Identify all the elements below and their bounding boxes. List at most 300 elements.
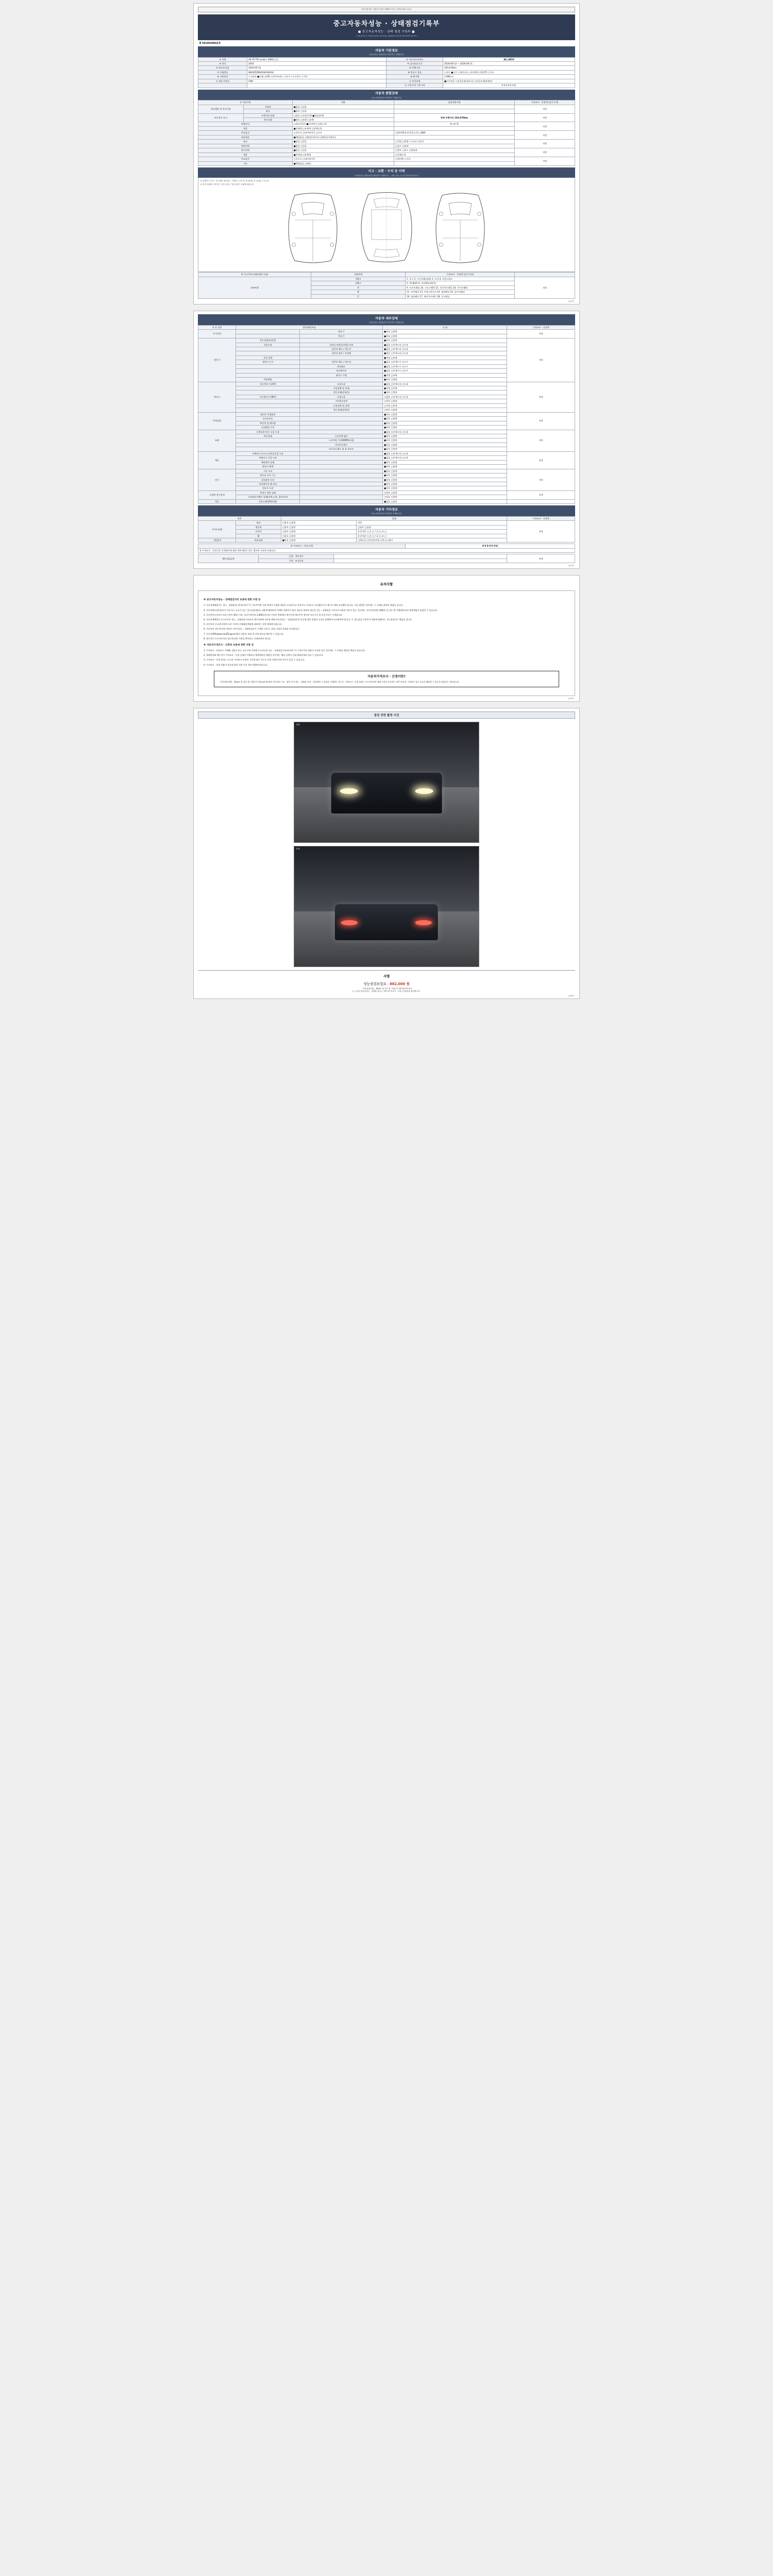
fee-amount: 882,000 원 [390, 981, 410, 986]
fee-row-value [334, 558, 507, 563]
detail-judge: 적정 [507, 412, 575, 430]
notice-list-2 [204, 649, 569, 667]
fee-row-value [334, 554, 507, 558]
col-head-price: 가격조사 · 산정액 [507, 325, 575, 329]
page-number-2: (2/4쪽) [568, 565, 574, 567]
photos-title: 점검 장면 촬영 사진 [198, 711, 575, 719]
price-note: ※ 가격조사 · 산정자료 상세항목에 대한 세부내용은 별도 첨부된 자료에 의합니다. [198, 548, 575, 552]
detail-item: 발전기 출력 [236, 465, 300, 469]
detail-device-group: 자기진단 [198, 330, 236, 338]
detail-state: ■적정 □부족 [383, 386, 507, 391]
detail-state: ■양호 □불량 [383, 417, 507, 421]
section-overall-subheader: (성능·상태점검자가 확인하여 기재합니다) [198, 96, 575, 100]
detail-device-group: 원동기 [198, 338, 236, 382]
detail-subitem: 스티어링 펌프 [300, 434, 383, 438]
notice-item: 5. 자동차의 중고에 관하여 다른 이의의 손해배상책임에 대하여는 관련 법령에 따릅니다. [204, 623, 283, 626]
overall-detail: □에어백 □기타 [394, 157, 515, 161]
page-number-1: (1/4쪽) [568, 300, 574, 303]
notice-item: 6. 자동차의 성능에 관한 내용은 자동차성능 · 상태점검자가 기재한 것으로, 점검 시점의 상태를 나타냅니다. [204, 628, 300, 631]
notice-item: 4. 가격조사 · 산정 내용의 보증에 관한 사항 등은 관련 법령에 따릅니다. [204, 663, 268, 666]
basic-value: 2016-05-12 [247, 66, 386, 70]
table-row [198, 521, 575, 525]
table-row [198, 382, 575, 386]
overall-group: 차량연식 [198, 122, 293, 126]
fee-row-key: 금액 · 내부검사 [258, 554, 333, 558]
detail-subitem [300, 478, 383, 482]
photo-caption: 후면 [296, 847, 300, 850]
page-number-3: (3/4쪽) [568, 697, 574, 700]
overall-judge: 적정 [515, 122, 575, 131]
detail-item: 커먼레일 [236, 378, 300, 382]
basic-value: 193,079km [443, 66, 575, 70]
table-header-row [198, 516, 575, 520]
notice-item: 1. 가격조사 · 산정자는 이해와 설명기 또는 보증기재 이내에 중고자동차 성능 · 상태점검기록부(이하 "이 기록부")의 내용이 사실과 다른 경우에는 그 손해를 배상할 책임이 있습니다. [204, 649, 366, 652]
detail-item: 오일 유량 [236, 355, 300, 360]
detail-device-group: 연료 [198, 499, 236, 503]
other-state: □양호 □불량 [281, 521, 356, 525]
detail-item [236, 399, 300, 403]
overall-state: ■없음 □있음 [292, 105, 394, 109]
price-summary-table [198, 544, 575, 553]
basic-label: ⑪ 원동기형식 [198, 79, 247, 83]
table-row [198, 157, 575, 161]
detail-item: 수동변속기 (M/T) [236, 395, 300, 399]
detail-subitem [300, 486, 383, 490]
detail-subitem [300, 451, 383, 455]
overall-state: ■무채색 □유채색 [292, 152, 394, 157]
page-subtitle-note: [ 자동차인도일 이전에 점검한 자동차성능·상태점검기록부를 제시하여야 합니다 ] [356, 35, 417, 37]
accident-judge-head [515, 273, 575, 277]
table-header-row [198, 325, 575, 329]
detail-judge: 적정 [507, 330, 575, 338]
overall-item: 저당권 [243, 105, 292, 109]
warranty-definition-box [214, 671, 559, 687]
detail-subitem [300, 430, 383, 434]
page-subtitle: ■ 중고자동차성능 · 상태 점검 기록부 ■ [358, 30, 415, 33]
sheet-3 [193, 575, 580, 701]
detail-subitem [300, 465, 383, 469]
notice-item: 3. 자동차인도일부터 보증기간이 30일 이상, 보증주행거리 2,000킬로미터 이상인 범위에서 매수인과 매도인이 합의한 보증기간 및 보증거리가 기재됩니다. [204, 613, 343, 616]
form-legal-notice: 자동차관리법 시행규칙 [별지 제82호서식] <개정 2021.7.6.> [198, 7, 575, 12]
overall-group: 색상 [198, 152, 293, 157]
table-row [198, 70, 575, 74]
table-row [198, 131, 575, 135]
accident-footer-mid: 단위부위 [311, 273, 406, 277]
basic-label: ⑧ 변속기 종류 [386, 70, 443, 74]
other-group: 기본품목 [198, 538, 236, 543]
detail-item: 작동상태 [236, 434, 300, 438]
detail-state: ■없음 □미세누유 □누유 [383, 456, 507, 460]
detail-subitem [300, 473, 383, 478]
detail-item [236, 447, 300, 451]
signature-note [198, 988, 575, 993]
overall-item: 계기상태 [243, 117, 292, 122]
basic-label: ⑫ 보증유형 [386, 79, 443, 83]
section-overall-header: 자동차 종합상태 [198, 90, 575, 96]
detail-state: □양호 □불량 [383, 408, 507, 412]
overall-state: ■해당없음 □해당 [292, 161, 394, 165]
overall-group: 색상 [198, 126, 293, 130]
detail-subitem [300, 460, 383, 464]
sheet-2 [193, 311, 580, 569]
detail-device-group: 조향 [198, 430, 236, 451]
detail-subitem: 실린더 블록 / 오일팬 [300, 351, 383, 355]
detail-judge: 적정 [507, 430, 575, 451]
detail-subitem: 오일누유 [300, 395, 383, 399]
basic-label: ② 자동차등록번호 [386, 57, 443, 61]
signature-note-line-2: [ 1 ] 중고자동차성능 · 상태를 점검, [ 자동차가격조사 · 산정 ] 하였음을 확인합니다. [352, 990, 421, 993]
overall-group: 권리제한 및 특기사항 [198, 105, 244, 113]
basic-value: 46△0853 [443, 57, 575, 61]
page-number-4: (4/4쪽) [568, 994, 574, 997]
table-row [198, 83, 575, 88]
table-row [198, 554, 575, 558]
detail-item [236, 373, 300, 377]
rank-items: 12. 리어패널 13. 트렁크플로어 14. 대쉬패널 15. 플로어패널 [406, 290, 515, 294]
overall-state: ■없음 □있음 [292, 109, 394, 113]
sheet-4 [193, 708, 580, 999]
col-head-device: 주 요 장치 [198, 325, 236, 329]
detail-item [236, 364, 300, 368]
section-other-header: 자동차 기타정보 [198, 505, 575, 512]
rank-items: 5. (C)휠(R) 6. 리어휀더(좌/우) [406, 281, 515, 285]
overall-group: 주요옵션 [198, 157, 293, 161]
detail-subitem: 스티어링 기어(MDPS포함) [300, 438, 383, 443]
car-side-left-diagram [277, 189, 349, 266]
detail-item: 냉각수 누수 [236, 360, 300, 364]
basic-label: ⑤ 최초등록일 [198, 66, 247, 70]
detail-judge: 적정 [507, 338, 575, 382]
overall-group: 자동차로 표기 [198, 113, 244, 122]
detail-state: ■양호 □불량 [383, 334, 507, 338]
basic-label: ① 차명 [198, 57, 247, 61]
overall-state: ■무채색 □유채색 □전체도색 [292, 126, 394, 130]
detail-state: ■양호 □불량 [383, 482, 507, 486]
detail-item [236, 369, 300, 373]
detail-item [236, 403, 300, 408]
basic-value: 1,968 cc [443, 75, 575, 79]
vehicle-rear-view [335, 904, 438, 940]
col-head-item: 항목/해당부품 [236, 325, 383, 329]
table-row [198, 338, 575, 343]
document-title-block [198, 14, 575, 40]
accident-footer-left: ※ 사고이력 (외판/내판 포함) [198, 273, 311, 277]
table-row [198, 499, 575, 503]
detail-state: ■양호 □불량 [383, 460, 507, 464]
detail-subitem [300, 417, 383, 421]
detail-item: 브레이크 오일 누유 [236, 456, 300, 460]
overall-state: □많음 □보통(1.0) ■적음(2.0) [292, 113, 394, 117]
other-info-table [198, 516, 575, 543]
detail-item: 자동변속기 (A/T) [236, 382, 300, 386]
detail-subitem: 라디에이터 [300, 369, 383, 373]
detail-subitem: 실린더 헤드 / 개스킷 [300, 347, 383, 351]
detail-item: 추진축 및 베어링 [236, 421, 300, 425]
overall-group: 기타 [198, 161, 293, 165]
detail-subitem: 원동기 [300, 330, 383, 334]
table-row [198, 451, 575, 455]
headlight-right-icon [415, 788, 433, 794]
diagram-legend-2: ※ 하단 상태표시 항목은 기준으로만, 기타 항목은 실제에 따릅니다 [200, 183, 254, 186]
table-row [198, 122, 575, 126]
overall-judge: 적정 [515, 105, 575, 113]
other-detail: □양호 □불량 [357, 525, 507, 529]
other-detail: 운전석앞 □ 운 □ / 뒤 □ 조 □ [357, 534, 507, 538]
overall-judge: 적정 [515, 148, 575, 157]
overall-detail: % cm % [394, 122, 515, 126]
detail-subitem [300, 469, 383, 473]
photo-caption: 전면 [296, 723, 300, 726]
detail-subitem [300, 421, 383, 425]
detail-state: ■없음 □미세누유 □누유 [383, 451, 507, 455]
detail-state: ■양호 □불량 [383, 465, 507, 469]
overall-detail [394, 161, 515, 165]
col-head-other-state: 상태 [281, 516, 507, 520]
detail-subitem [300, 482, 383, 486]
detail-subitem: 냉각수 수량 [300, 373, 383, 377]
fee-label: 성능점검보험료 : [363, 981, 389, 986]
basic-value: ○자동 ■수동 ○세미오토 ○무단변속기(CVT) ○기타 [443, 70, 575, 74]
headlight-left-icon [340, 788, 358, 794]
notice-heading-2: ※ 자동차가격조사 · 산정의 보증에 관한 사항 등 [204, 643, 254, 647]
detail-item: 등속조인트 [236, 417, 300, 421]
detail-subitem: 오일유량 및 상태 [300, 403, 383, 408]
detail-state: ■없음 □미세누유 □누유 [383, 347, 507, 351]
notice-item: 3. 가격조사 · 산정 결과는 중고차 가격조사 산정의 기준에 따른 것으로 실제 거래가격과 차이가 있을 수 있습니다. [204, 658, 305, 662]
rank-items: 9. 프론트패널 10. 크로스멤버 11. 인사이드패널 14. 사이드멤버 [406, 285, 515, 290]
overall-judge: 적정 [515, 140, 575, 148]
notice-item: 4. 자동차매매업자 중고자동차 성능 · 상태점검기록부를 매수인에게 교부할 때에 자동차성능 · 상태점검자의 보증에 대한 설명과 고지를 함께하여 교지하여야 합니다. 중 성능점검 기록부의 내용에 대해서는 성능점검자가 책임을 집니다. [204, 618, 413, 621]
overall-group: 용도변경 [198, 148, 293, 152]
other-item: 휠 [236, 534, 281, 538]
detail-subitem [300, 338, 383, 343]
overall-group: 특별이력 [198, 144, 293, 148]
detail-item: 작동상태(공회전) [236, 338, 300, 343]
other-state: □양호 □불량 [281, 525, 356, 529]
table-row [198, 75, 575, 79]
detail-item [236, 347, 300, 351]
warranty-body: 「자동차관리법」제58조 및 같은 법 시행규칙 제120조에 따라 자동차의 구조 · 장치 등의 성능 · 상태를 조사 · 산정하여 그 결과를 기재하는 것으로, 가격조사 · 산정 결과는 중고자동차의 판매 가격을 보증하는 것은 아니며, 구매자가 참고 요소로 활용할 수 있도록 제공되는 정보입니다. [219, 681, 460, 684]
overall-detail: □에어백(운전석/동승석) □ABS [394, 131, 515, 135]
basic-label [198, 83, 247, 88]
detail-item: 동력조향 작동 오일 누유 [236, 430, 300, 434]
detail-state: ■없음 □미세누유 □누유 [383, 382, 507, 386]
detail-subitem [300, 378, 383, 382]
table-row [198, 412, 575, 416]
basic-info-table [198, 57, 575, 88]
detail-device-group: 전기 [198, 469, 236, 490]
basic-value: 0 0 0 0 0 만원 [443, 83, 575, 88]
notice-title: 유의사항 [380, 582, 393, 587]
basic-label: ⑦ 차대번호 [198, 70, 247, 74]
detail-item: 와이퍼 모터 기능 [236, 473, 300, 478]
overall-state: □상(신차급) ■중(보통) □하(노후) [292, 122, 394, 126]
detail-item: 오일누유 [236, 343, 300, 347]
table-row [198, 548, 575, 552]
taillight-right-icon [415, 920, 432, 925]
other-group: 사이드슬립 [198, 521, 236, 538]
overall-item: 주행거리 상태 [243, 113, 292, 117]
overall-detail: □침수 □화재 [394, 144, 515, 148]
detail-item: 클러치 어셈블리 [236, 412, 300, 416]
notice-item: 8. 매수인은 중고자동차의 성능에 관한 사항을 확인하고 서명하여야 합니다. [204, 637, 272, 640]
detail-item: 시동 모터 [236, 469, 300, 473]
detail-subitem: 타이로드앤드 및 볼 조인트 [300, 447, 383, 451]
taillight-left-icon [341, 920, 358, 925]
overall-condition-table [198, 100, 575, 166]
table-row [198, 330, 575, 334]
detail-state: ■없음 □미세누수 □누수 [383, 364, 507, 368]
other-item: 제동력 [236, 525, 281, 529]
detail-state: ■적정 □부족 [383, 373, 507, 377]
sheet-1 [193, 3, 580, 304]
basic-label: ④ 검사유효기간 [386, 61, 443, 65]
document-page [0, 0, 773, 1010]
other-judge: 적정 [507, 521, 575, 543]
basic-value: CNH [247, 79, 386, 83]
diagram-legend-1: ※ 상태표시 부호 : X (교환), W (판금 · 용접), C (부식), A (흠집), U (요철), T (손상) [200, 180, 269, 182]
notice-heading-1: ※ 중고자동차성능 · 상태점검자의 보증에 관한 사항 등 [204, 599, 261, 602]
detail-item: 충전구 절연 상태 [236, 490, 300, 495]
detail-subitem: 변속기 [300, 334, 383, 338]
basic-label: ③ 연식 [198, 61, 247, 65]
overall-state: ■없음 □있음 [292, 148, 394, 152]
detail-subitem: 타이로드엔드 [300, 443, 383, 447]
detail-device-group: 동력전달 [198, 412, 236, 430]
other-state: ■양호 □불량 [281, 538, 356, 543]
col-head-usage: ① 사용이력 [198, 100, 293, 105]
detail-state: ■없음 □미세누유 □누유 [383, 430, 507, 434]
notice-body [198, 590, 575, 696]
table-row [198, 490, 575, 495]
rank-label: 2랭크 [311, 281, 406, 285]
table-header-row [198, 273, 575, 277]
overall-rows [198, 105, 575, 165]
detail-subitem [300, 426, 383, 430]
section-accident-subheader: (자동차성능·상태점검자가 확인하여 기재합니다 — 교환 · 판금 등 수리 여부에 따라 표기) [198, 174, 575, 178]
basic-label: ⑬ 기준가격 기준가격 [386, 83, 443, 88]
table-row [198, 66, 575, 70]
overall-judge: 적정 [515, 157, 575, 166]
detail-state: ■양호 □불량 [383, 426, 507, 430]
detail-subitem [300, 355, 383, 360]
overall-group: 튜닝 [198, 140, 293, 144]
detail-state: ■양호 □불량 [383, 391, 507, 395]
overall-detail [394, 105, 515, 109]
detail-judge: 적정 [507, 490, 575, 499]
detail-state: ■양호 □불량 [383, 469, 507, 473]
detail-state: □적정 □부족 [383, 403, 507, 408]
detail-subitem: 실린더 커버(로커암) 커버 [300, 343, 383, 347]
col-head-detail: 점검내용사항 [394, 100, 515, 105]
document-number: 제 5010028962호 [199, 42, 221, 45]
signature-note-line-1: 「자동차관리법」제58조 및 같은 법 시행규칙 제120조에 따라 [361, 987, 412, 990]
section-basic-header: 자동차 기본정보 [198, 46, 575, 53]
fee-breakdown-table [198, 554, 575, 563]
table-row [198, 140, 575, 144]
detail-state: □없음 □미세누유 □누유 [383, 395, 507, 399]
detail-subitem: 작동상태(공회전) [300, 408, 383, 412]
detail-state: ■양호 □불량 [383, 473, 507, 478]
overall-state: □선루프 □내비게이션 [292, 157, 394, 161]
overall-group: 주요옵션 [198, 131, 293, 135]
table-row [198, 544, 575, 548]
detail-state: ■양호 □불량 [383, 338, 507, 343]
inspection-fee-line [198, 981, 575, 986]
accident-rank-table [198, 272, 575, 299]
detail-subitem [300, 412, 383, 416]
detail-state: ■적정 □부족 [383, 355, 507, 360]
rank-label: A [311, 285, 406, 290]
overall-detail [394, 126, 515, 130]
overall-detail [394, 109, 515, 113]
overall-state: ■해당없음 □해당(미조치) □해당(조치완료) [292, 135, 394, 139]
detail-subitem [300, 499, 383, 503]
section-other-subheader: (성능·상태점검자가 확인하여 기재합니다) [198, 512, 575, 516]
basic-label: ⑨ 사용연료 [198, 75, 247, 79]
basic-value: 2016 [247, 61, 386, 65]
overall-state: ■양호 □불량 □교체 [292, 117, 394, 122]
car-diagram-figures [200, 187, 573, 269]
basic-value [247, 83, 386, 88]
col-head-other-item: 항목 [198, 516, 281, 520]
detail-item [236, 334, 300, 338]
overall-state: □선루프 □내비게이션 □기타 [292, 131, 394, 135]
detail-subitem: 실린더 헤드 / 개스킷 [300, 360, 383, 364]
car-top-diagram [353, 189, 420, 266]
detail-device-group: 제동 [198, 451, 236, 469]
detail-item [236, 351, 300, 355]
detail-subitem: 기어변속장치 [300, 399, 383, 403]
detail-subitem: 작동상태(공회전) [300, 391, 383, 395]
detail-device-group: 고전원 전기장치 [198, 490, 236, 499]
detail-state: ■없음 □있음 [383, 499, 507, 503]
col-head-other-price: 가격조사 · 산정액 [507, 516, 575, 520]
detail-judge: 적정 [507, 451, 575, 469]
other-detail: 내경 [357, 521, 507, 525]
detail-subitem: 오일유량 및 상태 [300, 386, 383, 391]
outer-panel-title: 외판부위 [198, 277, 311, 298]
detail-judge [507, 499, 575, 503]
notice-item: 7. 자동차365(www.car365.go.kr)에서 내용을 조회 및 상세 정보를 확인할 수 있습니다. [204, 632, 284, 635]
detail-item: 브레이크 마스터 실린더오일 누유 [236, 451, 300, 455]
other-item: 보유상태 [236, 538, 281, 543]
overall-judge: 적정 [515, 131, 575, 140]
other-detail: □매뉴얼 □안전삼각대 □잭 □스패너 [357, 538, 507, 543]
odometer-reading: 현재 주행거리 193,079km [394, 113, 515, 122]
basic-value: ■자가보증 ○보증유형(제조사) ○보증유형(판매자) [443, 79, 575, 83]
other-detail: 운전석앞 □ 운 □ / 뒤 □ 조 □ [357, 530, 507, 534]
detail-state: ■없음 □미세누수 □누수 [383, 360, 507, 364]
detail-state: ■양호 □불량 [383, 478, 507, 482]
price-total-value: 0 0 0 0 0 만원 [406, 544, 575, 548]
overall-judge: 적정 [515, 113, 575, 122]
table-row [198, 469, 575, 473]
notice-item: 1. 자동차매매업자는 성능 · 상태점검기록부(이하 "이 기록부")에 기재 하여야 기재에 내용을 교지하거나 마치거나 거짓으로 교지했으로서 매수인 에게 교부해야 합니다. 이를 위반한 경우에는 그 손해를 배상할 책임을 집니다. [204, 604, 404, 607]
overall-detail [394, 135, 515, 139]
detail-item: 라디에이터 팬 모터 [236, 482, 300, 486]
basic-label: ⑥ 주행거리 [386, 66, 443, 70]
overall-state: ■없음 □있음 [292, 144, 394, 148]
warranty-title: 자동차가격조사 · 산정이란? [367, 674, 406, 679]
table-row [198, 79, 575, 83]
col-head-price: 가격조사 · 산정액 (감가가격) [515, 100, 575, 105]
detail-item: 고전원전기배선 상태(피복,고정, 접속단자) [236, 495, 300, 499]
overall-detail: □적법 □불법 / □구조 □장치 [394, 140, 515, 144]
table-row [198, 57, 575, 61]
detail-state: ■없음 □미세누유 □누유 [383, 343, 507, 347]
fee-left-label: 행(미남)금액 [198, 554, 259, 563]
